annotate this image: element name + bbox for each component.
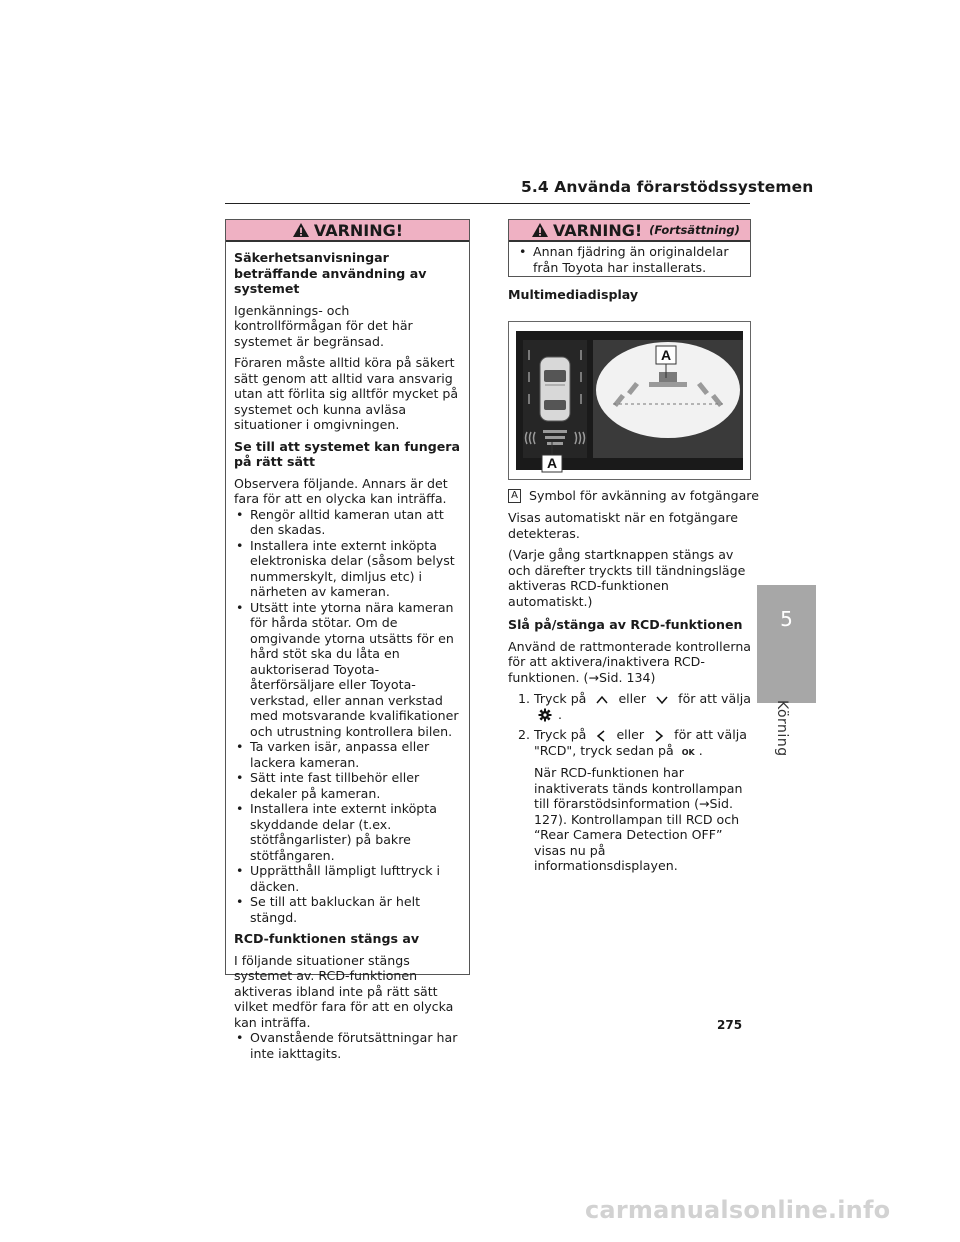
step-text-part: Tryck på [534,691,587,706]
list-item: • Se till att bakluckan är helt stängd. [234,894,461,925]
paragraph: Visas automatiskt när en fotgängare detekteras. [508,510,738,541]
watermark: carmanualsonline.info [585,1196,891,1224]
display-illustration [509,322,750,479]
gear-icon [538,708,552,722]
legend-text: Symbol för avkänning av fotgängare [529,488,759,503]
list-item: • Utsätt inte ytorna nära kameran för hårda stötar. Om de omgivande ytorna utsätts för en hård stöt ska du låta en auktoriserad Toyota-återförsäljare eller Toyota-verkstad, eller annan verkstad med motsvarande kvalifikationer och utrustning kontrollera bilen. [234,600,461,740]
step-text [534,691,752,722]
step-text-part: eller [618,691,647,706]
chapter-tab [757,585,816,703]
step-note: När RCD-funktionen har inaktiverats tänds kontrollampan till förarstödsinformation (→Sid. 127). Kontrollampan till RCD och “Rear Camera Detection OFF” visas nu på informationsdisplayen. [534,765,743,873]
section-header-title: 5.4 Använda förarstödssystemen [521,178,814,196]
warning-triangle-icon [531,222,549,238]
warning-heading: VARNING! [553,220,643,240]
warning-paragraph: Igenkännings- och kontrollförmågan för det här systemet är begränsad. [234,302,413,349]
list-item: • Ta varken isär, anpassa eller lackera kameran. [234,739,461,770]
step-text-part: för att välja [678,691,751,706]
warning-header [226,220,469,242]
warning-section-title: Se till att systemet kan fungera på rätt sätt [234,438,461,469]
step-text-part: . [698,742,703,758]
figure-legend [508,488,759,503]
warning-header [509,220,750,242]
warning-body [226,242,469,1067]
step-2 [518,727,752,760]
ok-button-icon: OK [681,747,695,757]
warning-bullet-list [234,1030,461,1061]
warning-paragraph: Föraren måste alltid köra på säkert sätt genom att alltid vara ansvarig utan att förlita sig alltför mycket på systemet och kunna avläsa situationer i omgivningen. [234,355,459,432]
warning-bullet-list [517,244,742,275]
warning-triangle-icon [292,222,310,238]
warning-subheading: (Fortsättning) [649,223,740,237]
rcd-toggle-title: Slå på/stänga av RCD-funktionen [508,617,743,632]
step-text-part: . [558,706,563,722]
chapter-number: 5 [780,607,793,631]
list-item: • Installera inte externt inköpta skyddande delar (t.ex. stötfångarlister) på bakre stötfångaren. [234,801,461,863]
warning-paragraph: I följande situationer stängs systemet av. RCD-funktionen aktiveras ibland inte på rätt sätt vilket medför fara för att en olycka kan inträffa. [234,952,454,1030]
warning-box-left [225,219,470,1061]
list-item: • Upprätthåll lämpligt lufttryck i däcken. [234,863,461,894]
legend-letter: A [508,489,521,503]
chevron-left-icon [596,730,606,742]
warning-section-title: RCD-funktionen stängs av [234,931,420,946]
list-item: • Annan fjädring än originaldelar från Toyota har installerats. [517,244,742,275]
paragraph: Använd de rattmonterade kontrollerna för att aktivera/inaktivera RCD-funktionen. (→Sid. 134) [508,638,752,685]
figure-label-top: A [660,347,672,363]
warning-body [509,242,750,281]
paragraph: (Varje gång startknappen stängs av och därefter tryckts till tändningsläge aktiveras RCD-funktionen automatiskt.) [508,547,746,609]
chevron-right-icon [654,730,664,742]
chevron-down-icon [656,695,668,705]
step-text [534,727,752,760]
step-number: 2. [518,727,531,742]
step-text-part: för att välja [674,727,747,742]
list-item: • Installera inte externt inköpta elektroniska delar (såsom belyst nummerskylt, dimljus etc) i närheten av kameran. [234,538,461,600]
step-text-part: Tryck på [534,727,587,742]
step-text-part: eller [616,727,645,742]
multimedia-display-figure [508,321,751,480]
warning-box-right [508,219,751,277]
chapter-label: Körning [774,700,790,757]
step-1 [518,691,752,722]
figure-label-bottom: A [546,455,558,471]
list-item: • Sätt inte fast tillbehör eller dekaler på kameran. [234,770,461,801]
header-rule [225,203,750,204]
chevron-up-icon [596,695,608,705]
step-list [518,691,752,874]
warning-bullet-list [234,507,461,926]
step-text-part: "RCD", tryck sedan på [534,742,674,758]
multimedia-text [508,510,752,874]
page-number: 275 [717,1018,743,1032]
list-item: • Rengör alltid kameran utan att den skadas. [234,507,461,538]
multimedia-title: Multimediadisplay [508,287,639,302]
warning-paragraph: Observera följande. Annars är det fara för att en olycka kan inträffa. [234,475,448,506]
warning-heading: VARNING! [313,220,404,240]
list-item: • Ovanstående förutsättningar har inte iakttagits. [234,1030,461,1061]
warning-section-title: Säkerhetsanvisningar beträffande användning av systemet [234,250,427,296]
step-number: 1. [518,691,531,706]
